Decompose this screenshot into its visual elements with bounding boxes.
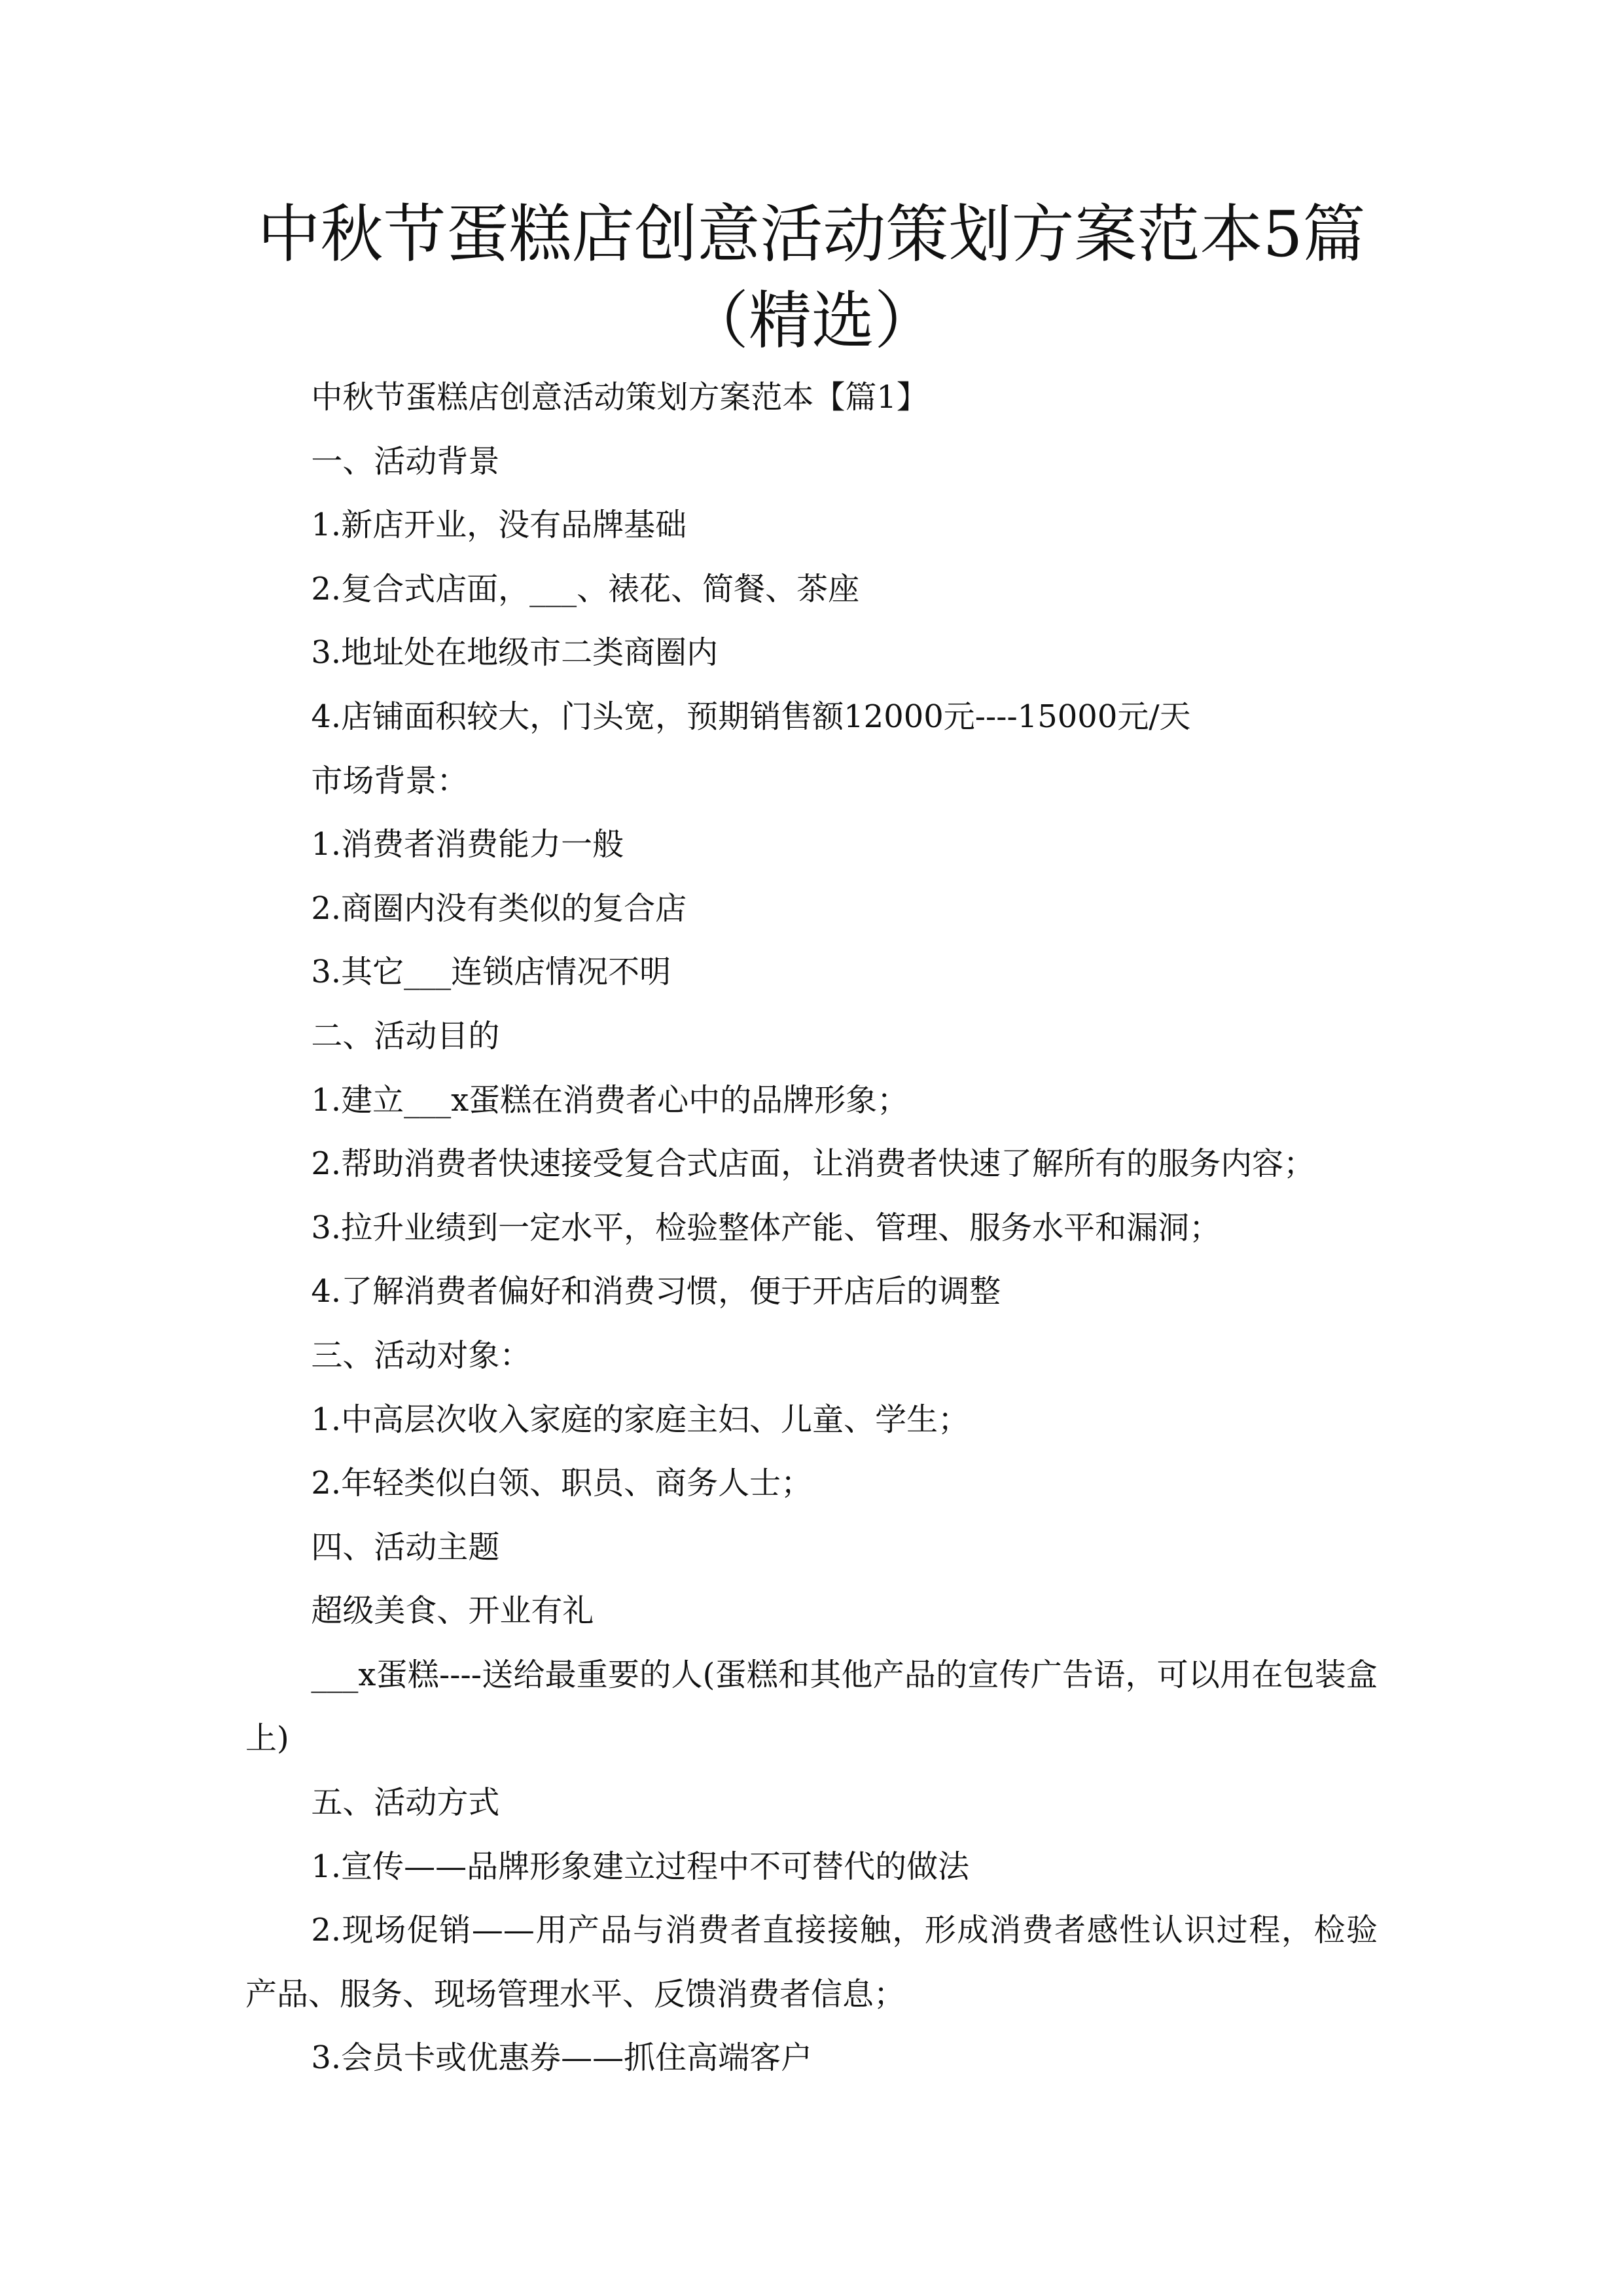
title-line-2: （精选） bbox=[686, 284, 937, 357]
paragraph: ___x蛋糕----送给最重要的人(蛋糕和其他产品的宣传广告语，可以用在包装盒上) bbox=[245, 1656, 1378, 1757]
paragraph: 1.宣传——品牌形象建立过程中不可替代的做法 bbox=[311, 1848, 970, 1885]
heading-background: 一、活动背景 bbox=[311, 442, 500, 480]
paragraph: 1.新店开业，没有品牌基础 bbox=[311, 507, 687, 544]
paragraph: 3.其它___连锁店情况不明 bbox=[311, 954, 671, 991]
heading-purpose: 二、活动目的 bbox=[311, 1017, 500, 1054]
paragraph: 超级美食、开业有礼 bbox=[311, 1592, 594, 1630]
paragraph: 4.店铺面积较大，门头宽，预期销售额12000元----15000元/天 bbox=[311, 698, 1191, 735]
document-title bbox=[196, 191, 1427, 364]
document-body bbox=[245, 366, 1378, 2090]
paragraph: 2.复合式店面，___、裱花、简餐、茶座 bbox=[311, 570, 860, 607]
heading-method: 五、活动方式 bbox=[311, 1784, 500, 1821]
heading-theme: 四、活动主题 bbox=[311, 1528, 500, 1566]
paragraph: 3.地址处在地级市二类商圈内 bbox=[311, 634, 719, 672]
paragraph: 2.帮助消费者快速接受复合式店面，让消费者快速了解所有的服务内容； bbox=[311, 1145, 1315, 1183]
paragraph: 3.拉升业绩到一定水平，检验整体产能、管理、服务水平和漏洞； bbox=[311, 1209, 1221, 1246]
paragraph: 2.年轻类似白领、职员、商务人士； bbox=[311, 1465, 813, 1502]
paragraph: 1.消费者消费能力一般 bbox=[311, 826, 624, 863]
paragraph: 3.会员卡或优惠券——抓住高端客户 bbox=[311, 2039, 813, 2077]
section-subtitle: 中秋节蛋糕店创意活动策划方案范本【篇1】 bbox=[311, 379, 928, 416]
paragraph: 4.了解消费者偏好和消费习惯，便于开店后的调整 bbox=[311, 1273, 1001, 1310]
heading-audience: 三、活动对象： bbox=[311, 1336, 531, 1374]
heading-market: 市场背景： bbox=[311, 762, 469, 799]
title-line-1: 中秋节蛋糕店创意活动策划方案范本5篇 bbox=[257, 198, 1366, 271]
paragraph: 2.现场促销——用产品与消费者直接接触，形成消费者感性认识过程，检验产品、服务、现场管理水平、反馈消费者信息； bbox=[245, 1912, 1378, 2013]
paragraph: 1.中高层次收入家庭的家庭主妇、儿童、学生； bbox=[311, 1401, 970, 1438]
paragraph: 1.建立___x蛋糕在消费者心中的品牌形象； bbox=[311, 1081, 909, 1119]
paragraph: 2.商圈内没有类似的复合店 bbox=[311, 889, 687, 927]
